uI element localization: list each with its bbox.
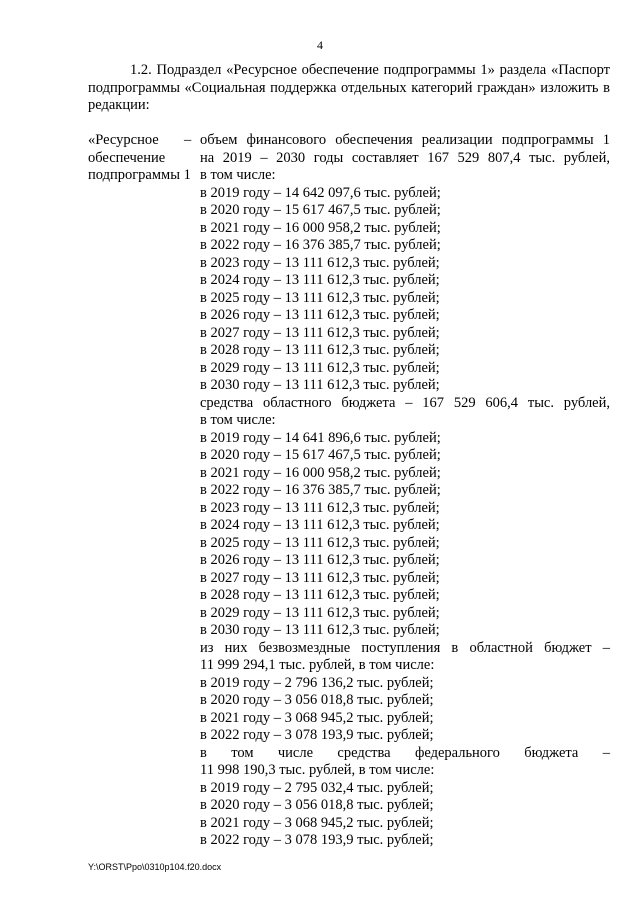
year-line: в 2028 году – 13 111 612,3 тыс. рублей; bbox=[200, 342, 440, 358]
federal-word: – bbox=[602, 744, 610, 761]
year-line: в 2020 году – 15 617 467,5 тыс. рублей; bbox=[200, 447, 441, 463]
year-line: в 2019 году – 14 642 097,6 тыс. рублей; bbox=[200, 184, 441, 201]
gratuitous-line-1 bbox=[200, 640, 610, 658]
gratuitous-years bbox=[200, 675, 610, 745]
year-line: в 2022 году – 3 078 193,9 тыс. рублей; bbox=[200, 832, 434, 848]
year-line: в 2022 году – 3 078 193,9 тыс. рублей; bbox=[200, 727, 434, 743]
page-number: 4 bbox=[317, 38, 323, 52]
federal-word: бюджета bbox=[524, 744, 579, 761]
year-line: в 2021 году – 16 000 958,2 тыс. рублей; bbox=[200, 464, 441, 481]
year-line: в 2027 году – 13 111 612,3 тыс. рублей; bbox=[200, 569, 440, 586]
regional-text: средства областного бюджета – 167 529 606,4 тыс. рублей, bbox=[200, 394, 610, 411]
total-text: объем финансового обеспечения реализации подпрограммы 1 bbox=[200, 132, 610, 148]
federal-word: том bbox=[231, 744, 254, 761]
resource-values bbox=[200, 132, 610, 850]
file-path-footer: Y:\ORST\Ppo\0310p104.f20.docx bbox=[88, 862, 222, 872]
year-line: в 2029 году – 13 111 612,3 тыс. рублей; bbox=[200, 604, 440, 621]
year-line: в 2030 году – 13 111 612,3 тыс. рублей; bbox=[200, 377, 440, 393]
resource-label bbox=[88, 132, 191, 185]
year-line: в 2020 году – 3 056 018,8 тыс. рублей; bbox=[200, 692, 434, 708]
federal-line-1 bbox=[200, 745, 610, 763]
year-line: в 2022 году – 16 376 385,7 тыс. рублей; bbox=[200, 237, 441, 253]
year-line: в 2020 году – 15 617 467,5 тыс. рублей; bbox=[200, 202, 441, 218]
year-line: в 2019 году – 2 796 136,2 тыс. рублей; bbox=[200, 674, 434, 691]
year-line: в 2024 году – 13 111 612,3 тыс. рублей; bbox=[200, 272, 440, 288]
total-text: на 2019 – 2030 годы составляет 167 529 807,4 тыс. рублей, bbox=[200, 149, 610, 166]
year-line: в 2021 году – 3 068 945,2 тыс. рублей; bbox=[200, 814, 434, 831]
year-line: в 2023 году – 13 111 612,3 тыс. рублей; bbox=[200, 499, 440, 516]
regional-line-1 bbox=[200, 395, 610, 413]
regional-line-2: в том числе: bbox=[200, 412, 276, 428]
total-years bbox=[200, 185, 610, 395]
federal-word: в bbox=[200, 744, 207, 761]
year-line: в 2025 году – 13 111 612,3 тыс. рублей; bbox=[200, 534, 440, 551]
year-line: в 2020 году – 3 056 018,8 тыс. рублей; bbox=[200, 797, 434, 813]
resource-label-line: «Ресурсное bbox=[88, 132, 159, 148]
year-line: в 2023 году – 13 111 612,3 тыс. рублей; bbox=[200, 254, 440, 271]
federal-years bbox=[200, 780, 610, 850]
label-dash: – bbox=[184, 132, 192, 148]
regional-years bbox=[200, 430, 610, 640]
intro-text: 1.2. Подраздел «Ресурсное обеспечение подпрограммы 1» раздела «Паспорт подпрограммы «Социальная поддержка отдельных категорий граждан» изложить в редакции: bbox=[88, 62, 610, 113]
year-line: в 2019 году – 14 641 896,6 тыс. рублей; bbox=[200, 429, 441, 446]
federal-line-2: 11 998 190,3 тыс. рублей, в том числе: bbox=[200, 762, 435, 778]
resource-label-line: подпрограммы 1 bbox=[88, 167, 191, 183]
total-line-1 bbox=[200, 132, 610, 150]
federal-word: федерального bbox=[414, 744, 500, 761]
resource-label-line: обеспечение bbox=[88, 149, 166, 166]
total-line-3: в том числе: bbox=[200, 167, 276, 183]
gratuitous-text: из них безвозмездные поступления в областной бюджет – bbox=[200, 639, 610, 656]
year-line: в 2025 году – 13 111 612,3 тыс. рублей; bbox=[200, 289, 440, 306]
intro-paragraph bbox=[88, 62, 610, 115]
year-line: в 2027 году – 13 111 612,3 тыс. рублей; bbox=[200, 324, 440, 341]
year-line: в 2026 году – 13 111 612,3 тыс. рублей; bbox=[200, 552, 440, 568]
year-line: в 2021 году – 3 068 945,2 тыс. рублей; bbox=[200, 709, 434, 726]
year-line: в 2022 году – 16 376 385,7 тыс. рублей; bbox=[200, 482, 441, 498]
gratuitous-line-2: 11 999 294,1 тыс. рублей, в том числе: bbox=[200, 657, 435, 673]
federal-word: числе bbox=[277, 744, 314, 761]
year-line: в 2028 году – 13 111 612,3 тыс. рублей; bbox=[200, 587, 440, 603]
federal-word: средства bbox=[337, 744, 391, 761]
year-line: в 2019 году – 2 795 032,4 тыс. рублей; bbox=[200, 779, 434, 796]
year-line: в 2029 году – 13 111 612,3 тыс. рублей; bbox=[200, 359, 440, 376]
total-line-2 bbox=[200, 150, 610, 168]
year-line: в 2030 году – 13 111 612,3 тыс. рублей; bbox=[200, 622, 440, 638]
year-line: в 2026 году – 13 111 612,3 тыс. рублей; bbox=[200, 307, 440, 323]
year-line: в 2024 году – 13 111 612,3 тыс. рублей; bbox=[200, 517, 440, 533]
year-line: в 2021 году – 16 000 958,2 тыс. рублей; bbox=[200, 219, 441, 236]
